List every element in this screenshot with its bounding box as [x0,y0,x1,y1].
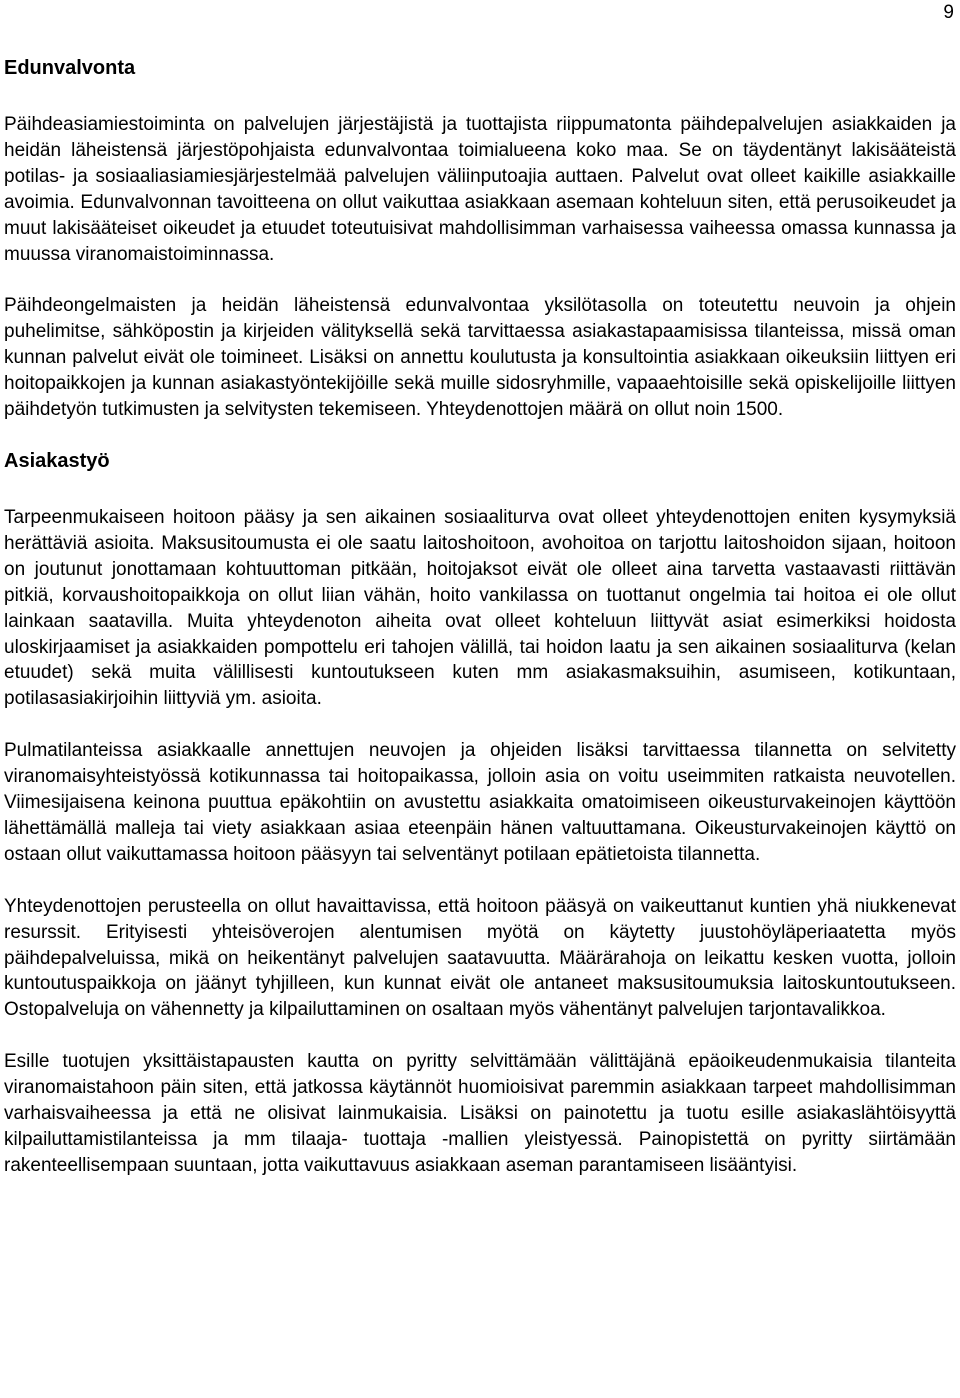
page-content [4,54,956,1179]
section-heading-asiakastyo: Asiakastyö [4,449,110,472]
paragraph-edunvalvonta-1: Päihdeasiamiestoiminta on palvelujen järjestäjistä ja tuottajista riippumatonta päihdepalvelujen asiakkaiden ja heidän läheistensä järjestöpohjaista edunvalvontaa toimialueena koko maa. Se on täydentänyt lakisääteistä potilas- ja sosiaaliasiamiesjärjestelmää palvelujen väliinputoajia auttaen. Palvelut ovat olleet kaikille asiakkaille avoimia. Edunvalvonnan tavoitteena on ollut vaikuttaa asiakkaan asemaan kohteluun siten, että perusoikeudet ja muut lakisääteiset oikeudet ja etuudet toteutuisivat mahdollisimman varhaisessa vaiheessa omassa kunnassa ja muussa viranomaistoiminnassa. [4,114,956,265]
paragraph-asiakastyo-4: Esille tuotujen yksittäistapausten kautta on pyritty selvittämään välittäjänä epäoikeudenmukaisia tilanteita viranomaistahoon päin siten, että jatkossa käytännöt huomioisivat paremmin asiakkaan tarpeet mahdollisimman varhaisvaiheessa ja että ne olisivat lainmukaisia. Lisäksi on painotettu ja tuotu esille asiakaslähtöisyyttä kilpailuttamistilanteissa ja mm tilaaja- tuottaja -mallien yleistyessä. Painopistettä on pyritty siirtämään rakenteellisempaan suuntaan, jotta vaikuttavuus asiakkaan aseman parantamiseen lisääntyisi. [4,1051,956,1176]
paragraph-asiakastyo-2: Pulmatilanteissa asiakkaalle annettujen neuvojen ja ohjeiden lisäksi tarvittaessa tilannetta on selvitetty viranomaisyhteistyössä kotikunnassa tai hoitopaikassa, jolloin asia on voitu useimmiten ratkaista neuvotellen. Viimesijaisena keinona puuttua epäkohtiin on avustettu asiakkaita omatoimiseen oikeusturvakeinojen käyttöön lähettämällä malleja tai viety asiakkaan asiaa eteenpäin hänen valtuuttamana. Oikeusturvakeinojen käyttö on ostaan ollut vaikuttamassa hoitoon pääsyyn tai selventänyt potilaan epätietoista tilannetta. [4,740,956,865]
section-heading-edunvalvonta: Edunvalvonta [4,57,136,79]
paragraph-asiakastyo-3: Yhteydenottojen perusteella on ollut havaittavissa, että hoitoon pääsyä on vaikeuttanut kuntien yhä niukkenevat resurssit. Erityisesti yhteisöverojen alentumisen myötä on käytetty juustohöyläperiaatetta myös päihdepalveluissa, mikä on heikentänyt palvelujen saatavuutta. Määrärahoja on leikattu kesken vuotta, jolloin kuntoutuspaikkoja on jäänyt tyhjilleen, kun kunnat eivät ole antaneet maksusitoumuksia laitoskuntoutukseen. Ostopalveluja on vähennetty ja kilpailuttaminen on osaltaan myös vähentänyt palvelujen tarjontavalikkoa. [4,895,956,1021]
paragraph-edunvalvonta-2: Päihdeongelmaisten ja heidän läheistensä edunvalvontaa yksilötasolla on toteutettu neuvoin ja ohjein puhelimitse, sähköpostin ja kirjeiden välityksellä sekä tarvittaessa asiakastapaamisissa tilanteissa, missä oman kunnan palvelut eivät ole toimineet. Lisäksi on annettu koulutusta ja konsultointia asiakkaan oikeuksiin liittyen eri hoitopaikkojen ja kunnan asiakastyöntekijöille sekä muille sidosryhmille, vapaaehtoisille sekä opiskelijoille liittyen päihdetyön tutkimusten ja selvitysten tekemiseen. Yhteydenottojen määrä on ollut noin 1500. [4,295,956,421]
page-number: 9 [943,2,954,23]
paragraph-asiakastyo-1: Tarpeenmukaiseen hoitoon pääsy ja sen aikainen sosiaaliturva ovat olleet yhteydenottojen eniten kysymyksiä herättäviä asioita. Maksusitoumusta ei ole saatu laitoshoitoon, avohoitoa on tarjottu laitoshoidon sijaan, hoitoon on joutunut jonottamaan kohtuuttoman pitkään, hoitojaksot eivät ole olleet aina tarvetta vastaavasti riittävän pitkiä, korvaushoitopaikkoja on ollut liian vähän, hoito vankilassa on tuottanut ongelmia tai hoitoa ei ole ollut lainkaan saatavilla. Muita yhteydenoton aiheita ovat olleet kohteluun liittyvät asiat esimerkiksi hoidosta uloskirjaamiset ja asiakkaiden pompottelu eri tahojen välillä, tai hoidon laatu ja sen aikainen sosiaaliturva (kelan etuudet) sekä muita välillisesti kuntoutukseen kuten mm asiakasmaksuihin, asumiseen, kotikuntaan, potilasasiakirjoihin liittyviä ym. asioita. [4,506,956,710]
